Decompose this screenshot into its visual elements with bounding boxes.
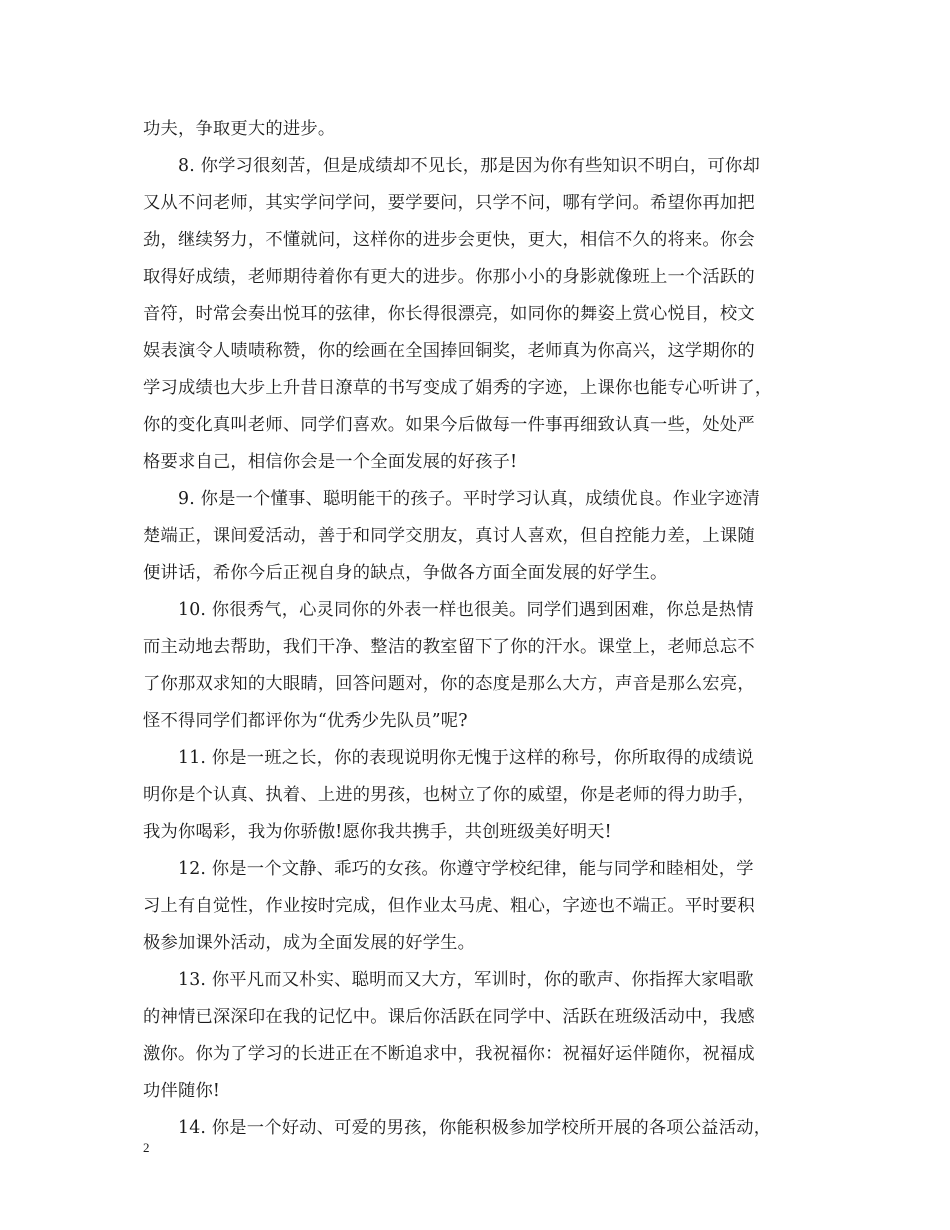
text-line: 功伴随你! <box>143 1081 221 1101</box>
paragraph-9-start: 9. 你是一个懂事、聪明能干的孩子。平时学习认真，成绩优良。作业字迹清 <box>178 489 760 509</box>
text-line: 又从不问老师，其实学问学问，要学要问，只学不问，哪有学问。希望你再加把 <box>143 193 755 213</box>
paragraph-11-start: 11. 你是一班之长，你的表现说明你无愧于这样的称号，你所取得的成绩说 <box>178 748 754 768</box>
text-line: 你的变化真叫老师、同学们喜欢。如果今后做每一件事再细致认真一些，处处严 <box>143 415 755 435</box>
paragraph-8-start: 8. 你学习很刻苦，但是成绩却不见长，那是因为你有些知识不明白，可你却 <box>178 156 760 176</box>
page-number: 2 <box>143 1140 150 1155</box>
text-line: 功夫，争取更大的进步。 <box>143 119 336 139</box>
text-line: 怪不得同学们都评你为“优秀少先队员”呢? <box>143 711 468 731</box>
text-line: 习上有自觉性，作业按时完成，但作业太马虎、粗心，字迹也不端正。平时要积 <box>143 896 755 916</box>
text-line: 我为你喝彩，我为你骄傲!愿你我共携手，共创班级美好明天! <box>143 822 612 842</box>
text-line: 了你那双求知的大眼睛，回答问题对，你的态度是那么大方，声音是那么宏亮， <box>143 674 755 694</box>
text-line: 极参加课外活动，成为全面发展的好学生。 <box>143 933 476 953</box>
text-line: 而主动地去帮助，我们干净、整洁的教室留下了你的汗水。课堂上，老师总忘不 <box>143 637 755 657</box>
paragraph-12-start: 12. 你是一个文静、乖巧的女孩。你遵守学校纪律，能与同学和睦相处，学 <box>178 859 754 879</box>
text-line: 取得好成绩，老师期待着你有更大的进步。你那小小的身影就像班上一个活跃的 <box>143 267 755 287</box>
text-line: 激你。你为了学习的长进正在不断追求中，我祝福你：祝福好运伴随你，祝福成 <box>143 1044 755 1064</box>
paragraph-14-start: 14. 你是一个好动、可爱的男孩，你能积极参加学校所开展的各项公益活动， <box>178 1118 772 1138</box>
text-line: 音符，时常会奏出悦耳的弦律，你长得很漂亮，如同你的舞姿上赏心悦目，校文 <box>143 304 755 324</box>
text-line: 便讲话，希你今后正视自身的缺点，争做各方面全面发展的好学生。 <box>143 563 668 583</box>
text-line: 学习成绩也大步上升昔日潦草的书写变成了娟秀的字迹，上课你也能专心听讲了， <box>143 378 773 398</box>
text-line: 格要求自己，相信你会是一个全面发展的好孩子! <box>143 452 518 472</box>
paragraph-13-start: 13. 你平凡而又朴实、聪明而又大方，军训时，你的歌声、你指挥大家唱歌 <box>178 970 754 990</box>
text-line: 明你是个认真、执着、上进的男孩，也树立了你的威望，你是老师的得力助手， <box>143 785 755 805</box>
paragraph-10-start: 10. 你很秀气，心灵同你的外表一样也很美。同学们遇到困难，你总是热情 <box>178 600 754 620</box>
text-line: 劲，继续努力，不懂就问，这样你的进步会更快，更大，相信不久的将来。你会 <box>143 230 755 250</box>
text-line: 娱表演令人啧啧称赞，你的绘画在全国捧回铜奖，老师真为你高兴，这学期你的 <box>143 341 755 361</box>
text-line: 楚端正，课间爱活动，善于和同学交朋友，真讨人喜欢，但自控能力差，上课随 <box>143 526 755 546</box>
text-line: 的神情已深深印在我的记忆中。课后你活跃在同学中、活跃在班级活动中，我感 <box>143 1007 755 1027</box>
